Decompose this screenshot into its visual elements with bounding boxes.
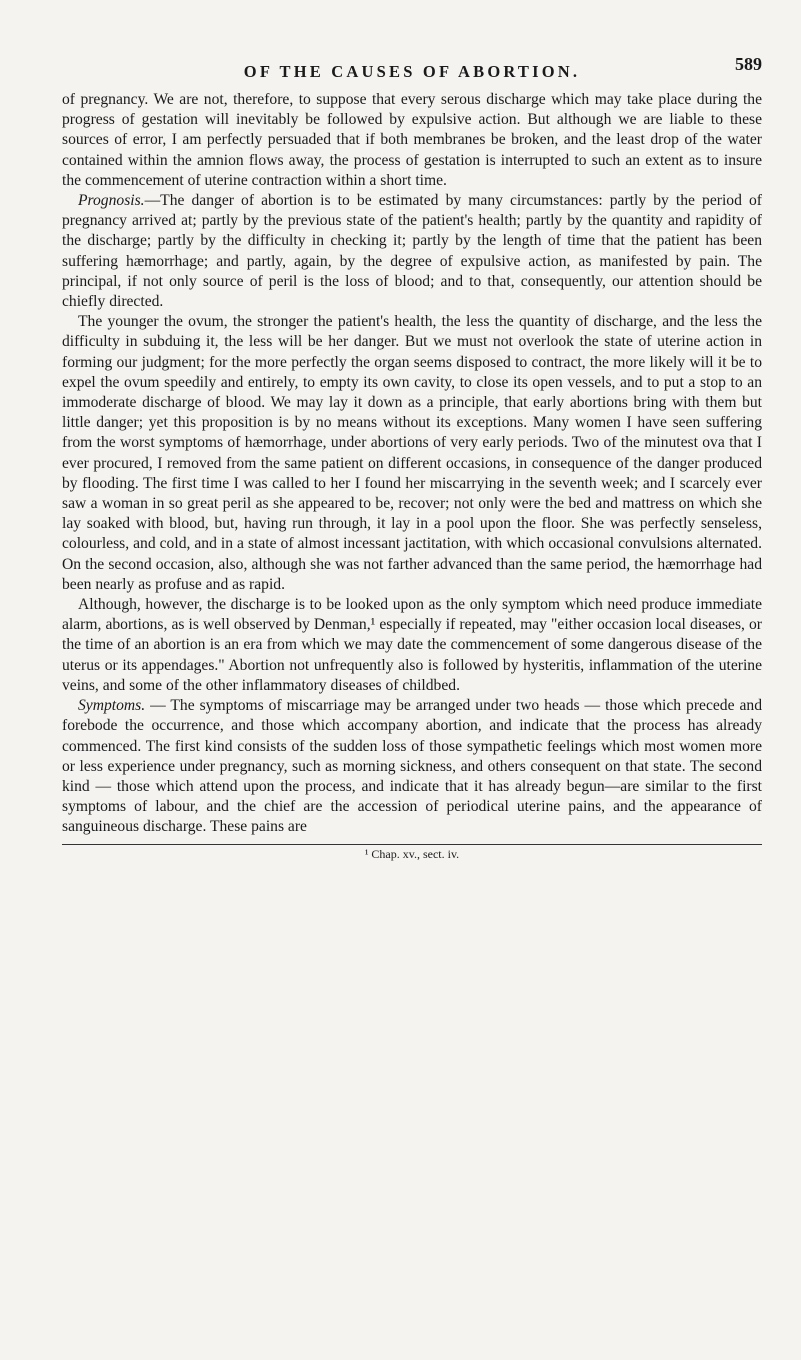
section-lead-symptoms: Symptoms. [78,697,146,715]
body-text [62,90,762,838]
running-title: OF THE CAUSES OF ABORTION. [243,62,581,81]
page-number: 589 [735,54,762,74]
page [62,54,762,862]
paragraph-ovum [62,312,762,595]
paragraph-prognosis [62,191,762,312]
paragraph-text: Although, however, the discharge is to be looked upon as the only symptom which need produce immediate alarm, abortions, as is well observed by Denman,¹ especially if repeated, may "either occasion local diseases, or the time of an abortion is an era from which we may date the commencement of some dangerous disease of the uterus or its appendages." Abortion not unfrequently also is followed by hysteritis, inflammation of the uterine veins, and some of the other inflammatory diseases of childbed. [62,596,762,694]
paragraph-text: of pregnancy. We are not, therefore, to suppose that every serous discharge which may take place during the progress of gestation will inevitably be followed by expulsive action. But although we are liable to these sources of error, I am perfectly persuaded that if both membranes be broken, and the least drop of the water contained within the amnion flows away, the process of gestation is interrupted to such an extent as to insure the commencement of uterine contraction within a short time. [62,91,762,189]
paragraph-text: — The symptoms of miscarriage may be arranged under two heads — those which precede and forebode the occurrence, and those which accompany abortion, and indicate that the process has already commenced. The first kind consists of the sudden loss of those sympathetic feelings which most women more or less experience under pregnancy, such as morning sickness, and others consequent on that state. The second kind — those which attend upon the process, and indicate that it has already begun—are similar to the first symptoms of labour, and the chief are the accession of periodical uterine pains, and the appearance of sanguineous discharge. These pains are [62,697,762,836]
paragraph-denman [62,595,762,696]
running-head [62,54,762,86]
footnote: ¹ Chap. xv., sect. iv. [364,846,460,861]
paragraph-continuation [62,90,762,191]
paragraph-text: —The danger of abortion is to be estimated by many circumstances: partly by the period of pregnancy arrived at; partly by the previous state of the patient's health; partly by the quantity and rapidity of the discharge; partly by the difficulty in checking it; partly by the length of time that the patient has been suffering hæmorrhage; and partly, again, by the degree of expulsive action, as manifested by pain. The principal, if not only source of peril is the loss of blood; and to that, consequently, our attention should be chiefly directed. [62,192,762,311]
paragraph-symptoms [62,696,762,837]
paragraph-text: The younger the ovum, the stronger the patient's health, the less the quantity of discharge, and the less the difficulty in subduing it, the less will be her danger. But we must not overlook the state of uterine action in forming our judgment; for the more perfectly the organ seems disposed to contract, the more likely will it be to expel the ovum speedily and entirely, to empty its own cavity, to close its open vessels, and to put a stop to an immoderate discharge of blood. We may lay it down as a principle, that early abortions bring with them but little danger; yet this proposition is by no means without its exceptions. Many women I have seen suffering from the worst symptoms of hæmorrhage, under abortions of very early periods. Two of the minutest ova that I ever procured, I removed from the same patient on different occasions, in consequence of the danger produced by flooding. The first time I was called to her I found her miscarrying in the seventh week; and I scarcely ever saw a woman in so great peril as she appeared to be, recover; not only were the bed and mattress on which she lay soaked with blood, but, having run through, it lay in a pool upon the floor. She was perfectly senseless, colourless, and cold, and in a state of almost incessant jactitation, with which occasional convulsions alternated. On the second occasion, also, although she was not farther advanced than the same period, the hæmorrhage had been nearly as profuse and as rapid. [62,313,762,593]
footnote-divider [62,844,762,845]
section-lead-prognosis: Prognosis. [78,192,145,210]
